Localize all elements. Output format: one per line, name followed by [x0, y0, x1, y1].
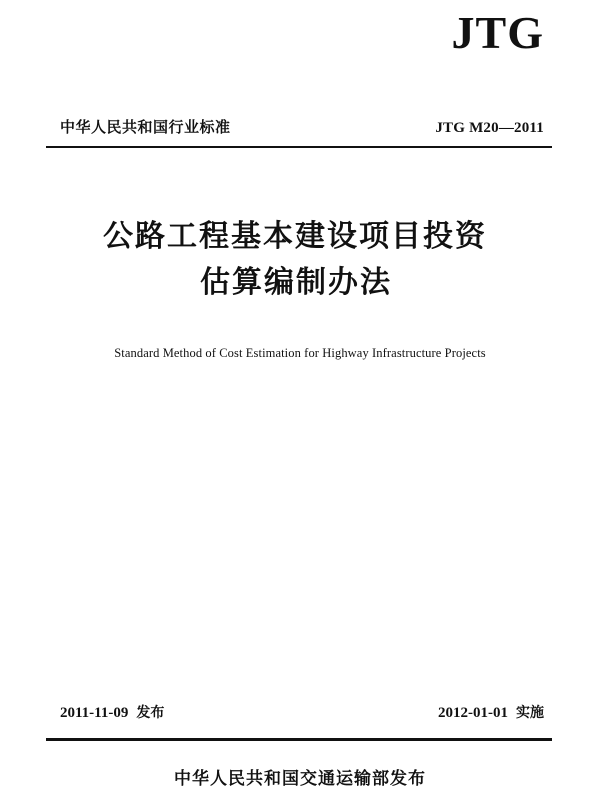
- jtg-logo: JTG: [451, 7, 544, 58]
- top-divider: [46, 146, 552, 148]
- title-line-2: 估算编制办法: [200, 265, 392, 300]
- title-line-1: 公路工程基本建设项目投资: [103, 219, 487, 254]
- issue-label: 发布: [136, 705, 165, 721]
- header-row: [60, 116, 544, 137]
- effective-date: 2012-01-01: [438, 705, 508, 721]
- bottom-divider: [46, 738, 552, 741]
- date-row: [60, 702, 544, 722]
- english-subtitle: Standard Method of Cost Estimation for Highway Infrastructure Projects: [114, 346, 486, 360]
- publisher: 中华人民共和国交通运输部发布: [174, 769, 426, 789]
- effective-label: 实施: [516, 705, 544, 721]
- issue-date: 2011-11-09: [60, 705, 129, 721]
- issue-date-group: [60, 702, 164, 722]
- document-title: [0, 214, 600, 306]
- standard-category: 中华人民共和国行业标准: [60, 118, 231, 136]
- standard-number: JTG M20—2011: [435, 120, 544, 136]
- effective-date-group: [438, 702, 544, 722]
